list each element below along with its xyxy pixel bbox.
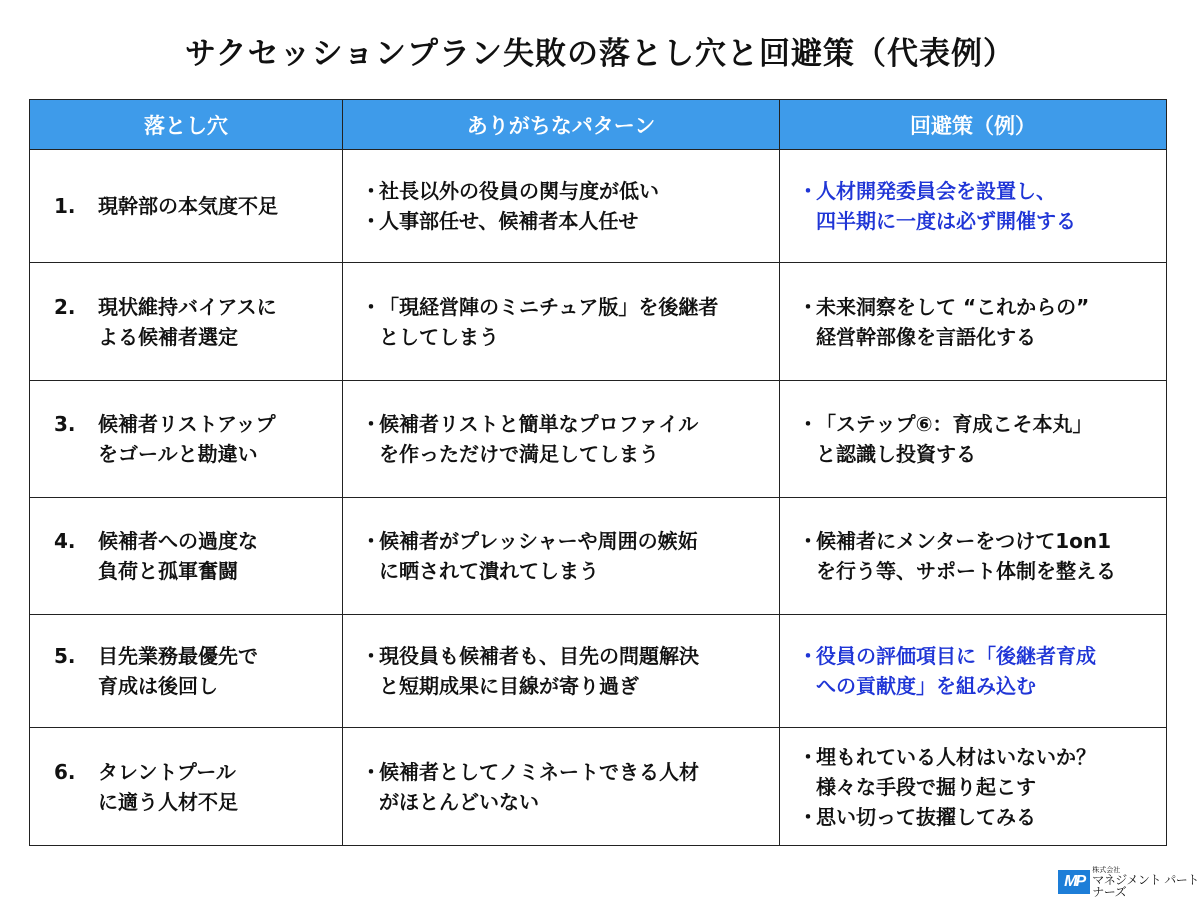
solution-text: 経営幹部像を言語化する (816, 324, 1036, 349)
solution-cell (780, 615, 1167, 728)
pattern-text: 人事部任せ、候補者本人任せ (379, 209, 639, 233)
pattern-cell (343, 615, 780, 728)
bullet-dot: ・ (798, 744, 818, 769)
company-logo (1058, 865, 1200, 899)
pattern-text: 候補者がプレッシャーや周囲の嫉妬 (379, 529, 698, 553)
pattern-text: 候補者としてノミネートできる人材 (379, 759, 699, 784)
pitfall-cell (30, 150, 343, 263)
pattern-text: 「現経営陣のミニチュア版」を後継者 (379, 294, 719, 319)
logo-small-text: 株式会社 (1092, 865, 1121, 874)
solution-bullet (798, 409, 1160, 469)
pattern-text: 社長以外の役員の関与度が低い (379, 179, 659, 203)
bullet-dot: ・ (798, 412, 818, 436)
bullet-dot: ・ (798, 644, 818, 668)
table-row (30, 263, 1167, 381)
bullet-dot: ・ (361, 759, 381, 784)
header-solution: 回避策（例） (780, 100, 1167, 150)
solution-bullet (798, 802, 1160, 832)
pitfall-text: タレントプール (98, 759, 236, 784)
pattern-bullet (361, 292, 773, 352)
table-row (30, 728, 1167, 846)
pattern-text: がほとんどいない (379, 789, 539, 814)
bullet-dot: ・ (798, 294, 818, 319)
table-row (30, 498, 1167, 615)
header-pattern: ありがちなパターン (343, 100, 780, 150)
pattern-bullet (361, 526, 773, 586)
header-pitfall: 落とし穴 (30, 100, 343, 150)
solution-text: 役員の評価項目に「後継者育成 (816, 644, 1096, 668)
solution-text: 四半期に一度は必ず開催する (816, 209, 1076, 233)
bullet-dot: ・ (798, 804, 818, 829)
solution-text: 埋もれている人材はいないか？ (816, 744, 1096, 769)
solution-text: 人材開発委員会を設置し、 (816, 179, 1056, 203)
pitfall-text: 現幹部の本気度不足 (98, 194, 278, 218)
solution-cell (780, 728, 1167, 846)
table-row (30, 150, 1167, 263)
solution-bullet (798, 176, 1160, 236)
pattern-bullet (361, 641, 773, 701)
pitfalls-table (29, 99, 1167, 846)
pitfall-cell (30, 615, 343, 728)
pattern-cell (343, 728, 780, 846)
pitfall-cell (30, 381, 343, 498)
solution-bullet (798, 292, 1160, 352)
pattern-text: に晒されて潰れてしまう (379, 559, 599, 583)
table-row (30, 615, 1167, 728)
pattern-cell (343, 263, 780, 381)
pitfall-cell (30, 728, 343, 846)
pattern-bullet (361, 176, 773, 206)
logo-mark: MP (1058, 870, 1090, 894)
bullet-dot: ・ (361, 179, 381, 203)
pitfall-text: 候補者への過度な (98, 529, 258, 553)
pattern-text: 候補者リストと簡単なプロファイル (379, 412, 699, 436)
pitfall-number: 4. (54, 529, 76, 553)
solution-text: 候補者にメンターをつけて1on1 (816, 529, 1112, 553)
pattern-cell (343, 381, 780, 498)
pitfall-text: 現状維持バイアスに (98, 294, 277, 319)
pattern-bullet (361, 757, 773, 817)
pitfall-number: 1. (54, 194, 76, 218)
pitfall-number: 2. (54, 294, 76, 319)
pattern-cell (343, 498, 780, 615)
pattern-text: と短期成果に目線が寄り過ぎ (379, 674, 639, 698)
pitfall-number: 3. (54, 412, 76, 436)
bullet-dot: ・ (798, 529, 818, 553)
solution-bullet (798, 526, 1160, 586)
bullet-dot: ・ (361, 529, 381, 553)
solution-text: と認識し投資する (816, 442, 976, 466)
pitfall-text: 育成は後回し (98, 674, 218, 698)
pattern-text: 現役員も候補者も、目先の問題解決 (379, 644, 699, 668)
solution-cell (780, 263, 1167, 381)
header-row (30, 100, 1167, 150)
solution-text: 思い切って抜擢してみる (816, 804, 1036, 829)
pattern-cell (343, 150, 780, 263)
pitfall-cell (30, 263, 343, 381)
solution-bullet (798, 742, 1160, 802)
solution-cell (780, 381, 1167, 498)
pitfall-text: 負荷と孤軍奮闘 (98, 559, 238, 583)
bullet-dot: ・ (361, 294, 381, 319)
pitfall-cell (30, 498, 343, 615)
bullet-dot: ・ (361, 412, 381, 436)
bullet-dot: ・ (361, 209, 381, 233)
pitfall-text: 候補者リストアップ (98, 412, 276, 436)
solution-text: への貢献度」を組み込む (816, 674, 1036, 698)
solution-text: 「ステップ⑥：育成こそ本丸」 (816, 412, 1093, 436)
pitfall-text: をゴールと勘違い (98, 442, 258, 466)
solution-text: を行う等、サポート体制を整える (816, 559, 1116, 583)
pattern-text: を作っただけで満足してしまう (379, 442, 659, 466)
bullet-dot: ・ (798, 179, 818, 203)
solution-bullet (798, 641, 1160, 701)
table-row (30, 381, 1167, 498)
page-title: サクセッションプラン失敗の落とし穴と回避策（代表例） (184, 36, 1016, 72)
pitfall-text: 目先業務最優先で (98, 644, 258, 668)
solution-text: 様々な手段で掘り起こす (816, 774, 1036, 799)
pattern-text: としてしまう (379, 324, 499, 349)
pitfall-number: 6. (54, 759, 76, 784)
solution-cell (780, 498, 1167, 615)
logo-company-name: マネジメント パートナーズ (1092, 872, 1199, 899)
bullet-dot: ・ (361, 644, 381, 668)
solution-cell (780, 150, 1167, 263)
pitfall-text: に適う人材不足 (98, 789, 238, 814)
pitfall-number: 5. (54, 644, 76, 668)
pattern-bullet (361, 206, 773, 236)
pattern-bullet (361, 409, 773, 469)
pitfall-text: よる候補者選定 (98, 324, 238, 349)
solution-text: 未来洞察をして “これからの” (816, 294, 1090, 319)
